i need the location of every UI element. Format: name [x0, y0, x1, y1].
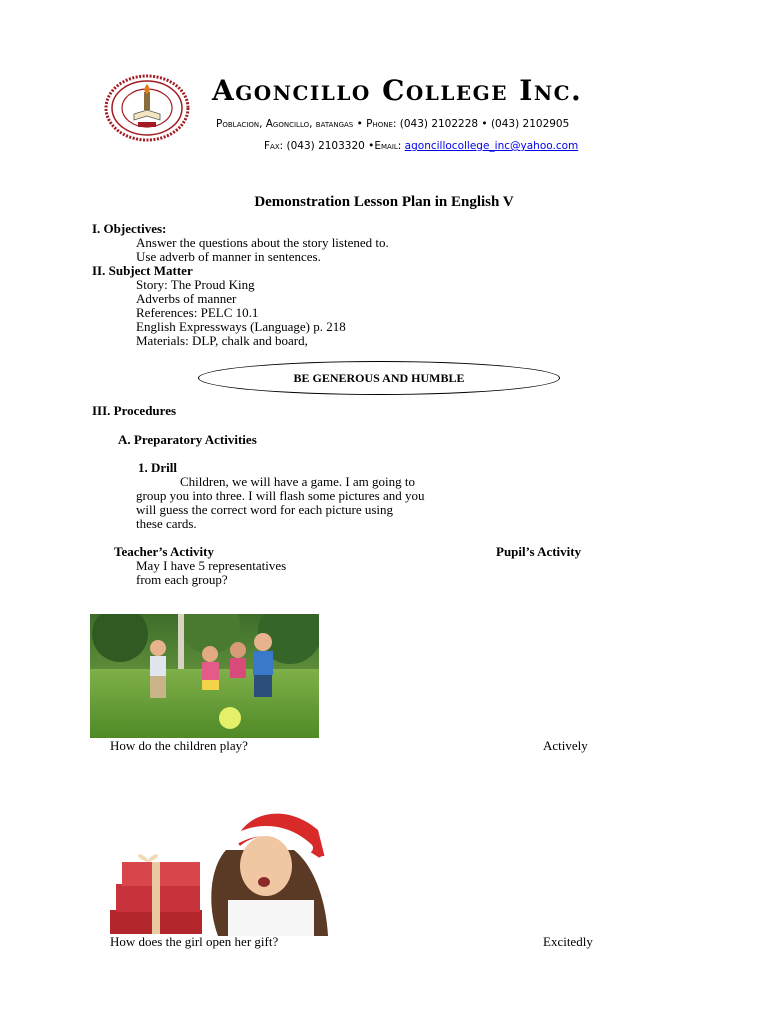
subject-matter-heading: II. Subject Matter	[92, 263, 193, 278]
subject-matter-item: English Expressways (Language) p. 218	[136, 319, 346, 334]
procedures-heading: III. Procedures	[92, 403, 177, 418]
preparatory-heading: A. Preparatory Activities	[118, 432, 257, 447]
objective-item: Use adverb of manner in sentences.	[136, 249, 321, 264]
answer: Actively	[543, 738, 588, 753]
question: How does the girl open her gift?	[110, 934, 279, 949]
teacher-activity-header: Teacher’s Activity	[114, 544, 215, 559]
email-link[interactable]: agoncillocollege_inc@yahoo.com	[404, 140, 579, 152]
teacher-line: May I have 5 representatives	[136, 558, 287, 573]
subject-matter-item: Materials: DLP, chalk and board,	[136, 333, 308, 348]
drill-text-line: Children, we will have a game. I am going to	[180, 474, 416, 489]
teacher-line: from each group?	[136, 572, 228, 587]
objectives-heading: I. Objectives:	[92, 221, 167, 236]
value-banner	[198, 361, 560, 395]
college-address: Poblacion, Agoncillo, batangas • Phone: (043) 2102228 • (043) 2102905	[216, 118, 570, 130]
college-name: Agoncillo College Inc.	[212, 74, 583, 107]
document-title: Demonstration Lesson Plan in English V	[254, 194, 514, 210]
value-banner-text: BE GENEROUS AND HUMBLE	[293, 370, 465, 385]
fax-text: Fax: (043) 2103320 •Email:	[264, 140, 405, 152]
subject-matter-item: Story: The Proud King	[136, 277, 255, 292]
college-logo	[104, 74, 190, 142]
contact-line	[264, 140, 578, 152]
drill-text-line: group you into three. I will flash some pictures and you	[136, 488, 425, 503]
answer: Excitedly	[543, 934, 593, 949]
subject-matter-item: Adverbs of manner	[136, 291, 237, 306]
question: How do the children play?	[110, 738, 248, 753]
pupil-activity-header: Pupil’s Activity	[496, 544, 582, 559]
drill-text-line: these cards.	[136, 516, 197, 531]
subject-matter-item: References: PELC 10.1	[136, 305, 259, 320]
children-playing-photo	[90, 614, 319, 738]
drill-text-line: will guess the correct word for each picture using	[136, 502, 394, 517]
girl-opening-gift-photo	[108, 800, 334, 936]
drill-heading: 1. Drill	[138, 460, 177, 475]
objective-item: Answer the questions about the story listened to.	[136, 235, 389, 250]
